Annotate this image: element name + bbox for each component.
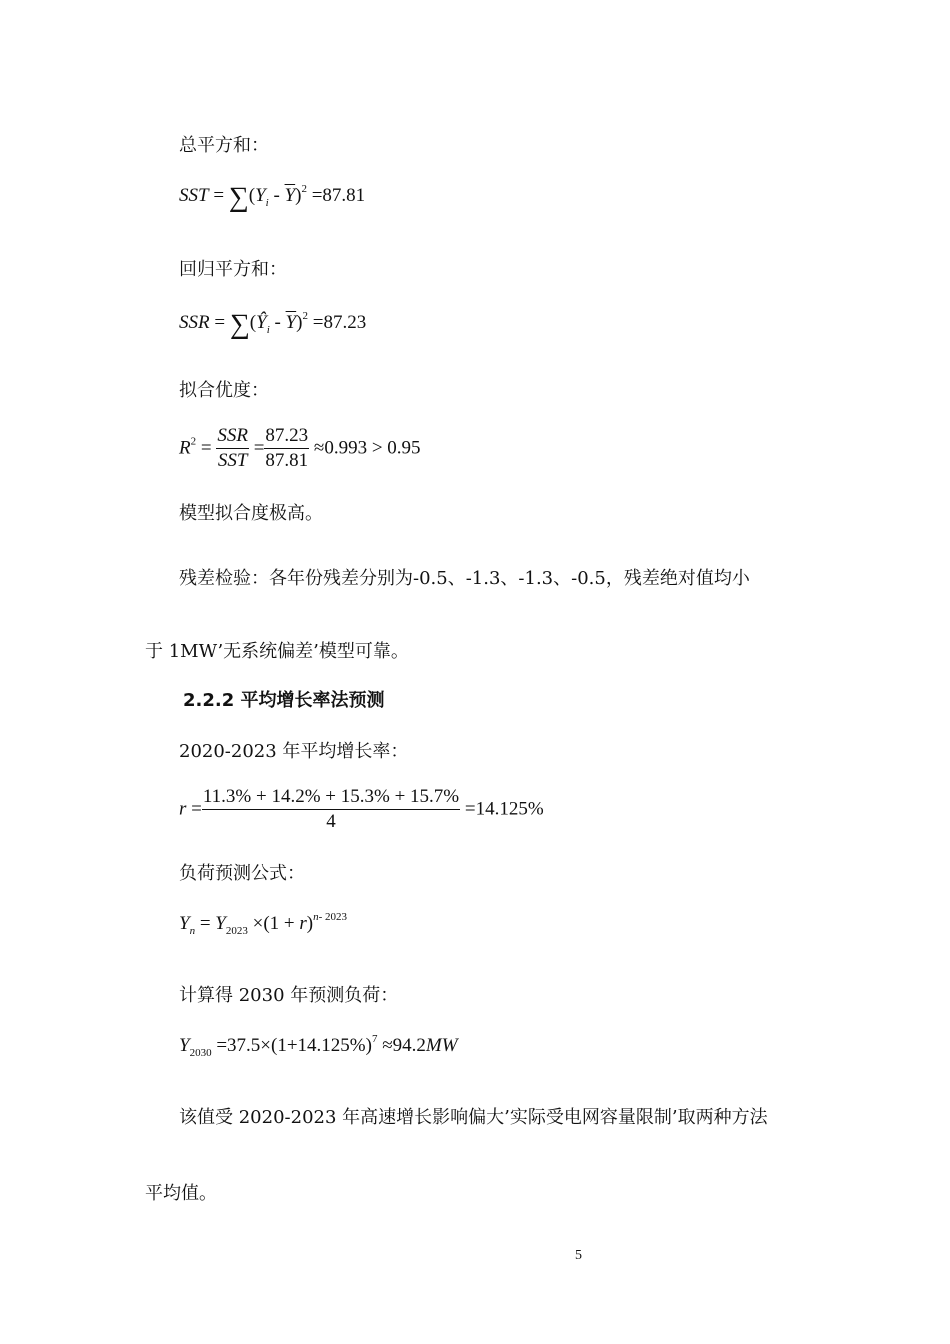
equation-avg-rate: r = $\frac{11.3\% + 14.2\% + 15.3\% + 15.7\%}{4}$ =14.125% [179, 786, 544, 832]
r2-denominator: 87.81 [265, 450, 309, 471]
label-avg-rate: 2020-2023 年平均增长率： [179, 741, 409, 762]
r2-numerator: 87.23 [264, 425, 309, 449]
equation-forecast-formula: $Y_n = Y_{2023} \times(1 + r)^{n- 2023}$ [179, 911, 348, 937]
label-calc: 计算得 2030 年预测负荷： [179, 985, 399, 1006]
residual-line-2: 于 1MW’无系统偏差’模型可靠。 [145, 641, 409, 662]
r2-result: ≈0.993 > 0.95 [313, 437, 421, 459]
forecast-result: =37.5×(1+14.125%) [216, 1035, 372, 1056]
label-ssr: 回归平方和： [179, 259, 287, 280]
rate-denominator: 4 [326, 811, 336, 832]
forecast-exponent: 7 [371, 1033, 378, 1045]
fit-conclusion: 模型拟合度极高。 [179, 503, 323, 524]
equation-r2: $R^2$ = $\frac{\text{SSR}}{\text{SST}}$ = $\frac{87.23}{87.81}$ ≈0.993 > 0.95 [179, 425, 421, 471]
forecast-unit: MW [425, 1035, 458, 1056]
conclusion-line-1: 该值受 2020-2023 年高速增长影响偏大’实际受电网容量限制’取两种方法 [179, 1107, 768, 1128]
conclusion-line-2: 平均值。 [145, 1183, 217, 1204]
label-sst: 总平方和： [179, 135, 269, 156]
rate-result: =14.125% [464, 798, 544, 820]
equation-sst: SST = $\sum(Y_i - \overline{Y})^2 =87.81$ [179, 182, 366, 213]
residual-line-1: 残差检验：各年份残差分别为-0.5、-1.3、-1.3、-0.5，残差绝对值均小 [179, 568, 750, 589]
ssr-value: =87.23 [312, 312, 367, 333]
equation-ssr: SSR = $\sum(Ŷ_i - \overline{Y})^2 =87.23$ [179, 309, 367, 340]
forecast-approx: ≈94.2 [382, 1035, 426, 1056]
label-formula: 负荷预测公式： [179, 863, 305, 884]
page-number: 5 [575, 1248, 582, 1263]
equation-forecast-2030: $Y_{2030} =37.5\times(1+14.125\%)^7 \approx 94.2MW$ [179, 1033, 458, 1059]
sst-value: =87.81 [311, 185, 366, 206]
section-heading: 2.2.2 平均增长率法预测 [183, 690, 385, 711]
rate-numerator: 11.3% + 14.2% + 15.3% + 15.7% [202, 786, 460, 810]
label-fit: 拟合优度： [179, 380, 269, 401]
